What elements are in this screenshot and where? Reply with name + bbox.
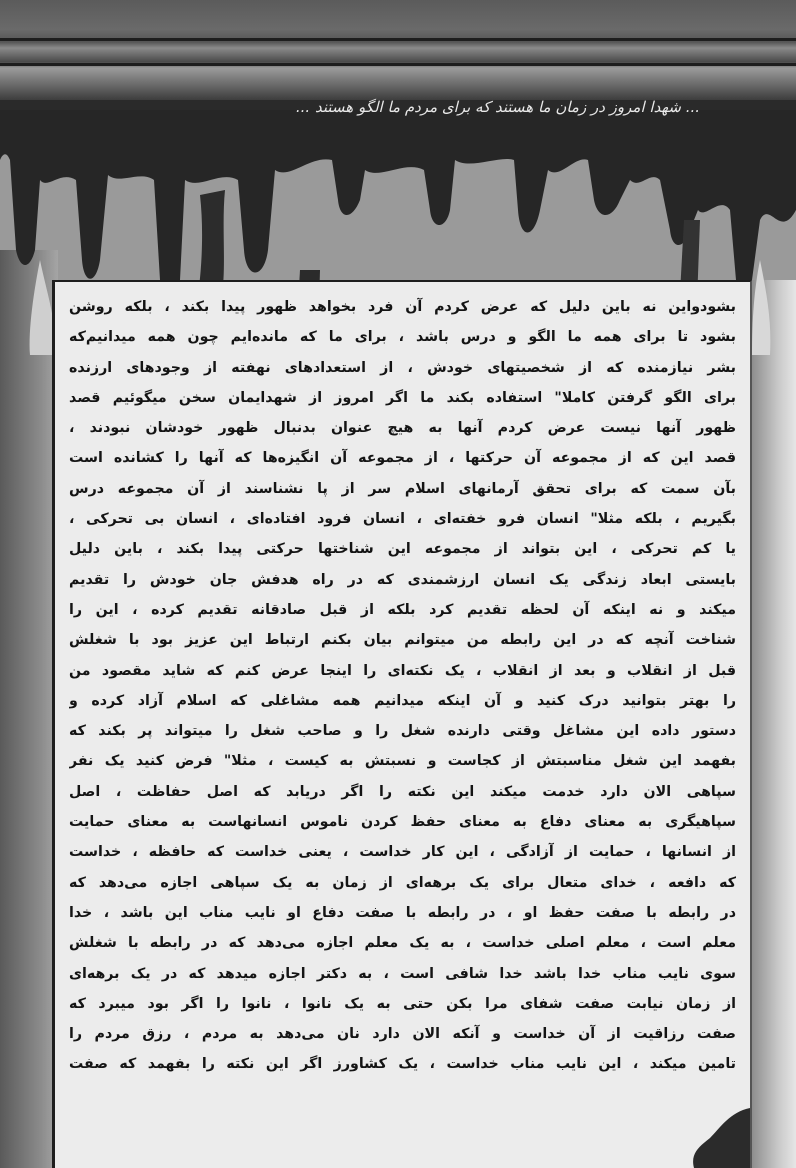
article-line: بایستی ابعاد زندگی یک انسان ارزشمندی که در راه هدفش جان خودش را تقدیم <box>69 571 736 588</box>
article-line: برای الگو گرفتن کاملا" استفاده بکند ما اگر امروز از شهدایمان سخن میگوئیم قصد <box>69 389 736 406</box>
article-line: از زمان نیابت صفت شفای مرا بکن حتی به یک نانوا ، نانوا را اگر بود میبرد که <box>69 995 736 1012</box>
right-page-margin <box>752 280 796 1168</box>
left-page-margin <box>0 250 58 1168</box>
article-line: دستور داده این مشاغل وقتی دارنده شغل را و صاحب شغل را میتواند پر بکند که <box>69 723 736 740</box>
ink-blot <box>680 1098 750 1168</box>
article-line: بشر نیازمنده که از شخصیتهای خودش ، از استعدادهای نهفته از وجودهای ارزنده <box>69 359 736 376</box>
article-line: بشود تا برای همه ما الگو و درس باشد ، برای ما که مانده‌ایم چون همه میدانیم‌که <box>69 329 736 346</box>
article-line: تامین میکند ، این نایب مناب خداست ، یک کشاورز اگر این نکته را بفهمد که صفت <box>69 1056 736 1073</box>
article-line: را بهتر بتوانید درک کنید و آن اینکه میدانیم همه مشاغلی که اسلام آزاد کرده و <box>69 692 736 709</box>
article-line: میکند و نه اینکه آن لحظه تقدیم کرد بلکه از قبل صادقانه تقدیم کرده ، این را <box>69 601 736 618</box>
article-body <box>52 280 752 1168</box>
header-rule-bottom <box>0 63 796 66</box>
article-line: صفت رزاقیت از آن خداست و آنکه الان دارد نان می‌دهد به مردم ، رزق مردم را <box>69 1026 736 1043</box>
banner-caption: ... شهدا امروز در زمان ما هستند که برای مردم ما الگو هستند ... <box>295 98 700 116</box>
article-line: که دافعه ، خدای متعال برای یک برهه‌ای از زمان به یک سپاهی اجازه می‌دهد که <box>69 874 736 891</box>
article-line: بشودواین نه باین دلیل که عرض کردم آن فرد بخواهد ظهور پیدا بکند ، بلکه روشن <box>69 299 736 315</box>
article-text <box>69 292 736 1080</box>
article-line: در رابطه با صفت حفظ او ، در رابطه با صفت دفاع او نایب مناب این باشد ، خدا <box>69 904 736 921</box>
article-line: قصد این که از مجموعه آن حرکتها ، از مجموعه آن انگیزه‌ها که آنها را کشانده است <box>69 450 736 467</box>
article-line: قبل از انقلاب و بعد از انقلاب ، یک نکته‌ای را اینجا عرض کنم که شاید مقصود من <box>69 662 736 679</box>
article-line: یا کم تحرکی ، این بتواند از مجموعه این شناختها حرکتی پیدا بکند ، باین دلیل <box>69 541 736 558</box>
article-line: بفهمد این شغل مناسبتش از کجاست و نسبتش به کیست ، مثلا" فرض کنید یک نفر <box>69 753 736 770</box>
article-line: بگیریم ، بلکه مثلا" انسان فرو خفته‌ای ، انسان فرود افتاده‌ای ، انسان بی تحرکی ، <box>69 511 736 528</box>
article-line: شناخت آنچه که در این رابطه من میتوانم بیان بکنم ارتباط این عزیز بود با شغلش <box>69 632 736 649</box>
top-banner <box>0 0 796 110</box>
article-line: سوی نایب مناب خدا باشد خدا شافی است ، به دکتر اجازه میدهد که در یک برهه‌ای <box>69 965 736 982</box>
article-line: سپاهی الان دارد خدمت میکند این نکته را اگر دریابد که اصل حفاظت ، اصل <box>69 783 736 800</box>
article-line: معلم است ، معلم اصلی خداست ، به یک معلم اجازه می‌دهد که در رابطه با شغلش <box>69 935 736 952</box>
article-line: از انسانها ، حمایت از آزادگی ، این کار خداست ، یعنی خداست که حافظه ، خداست <box>69 844 736 861</box>
article-line: سپاهیگری به معنای دفاع به معنای حفظ کردن ناموس انسانهاست به معنای حمایت <box>69 814 736 831</box>
article-line: بآن سمت که برای تحقق آرمانهای اسلام سر از پا نشناسند از آن مجموعه درس <box>69 480 736 497</box>
header-rule-top <box>0 38 796 41</box>
article-line: ظهور آنها نیست عرض کردم آنها به هیچ عنوان بدنبال ظهور خودشان نبودند ، <box>69 420 736 437</box>
